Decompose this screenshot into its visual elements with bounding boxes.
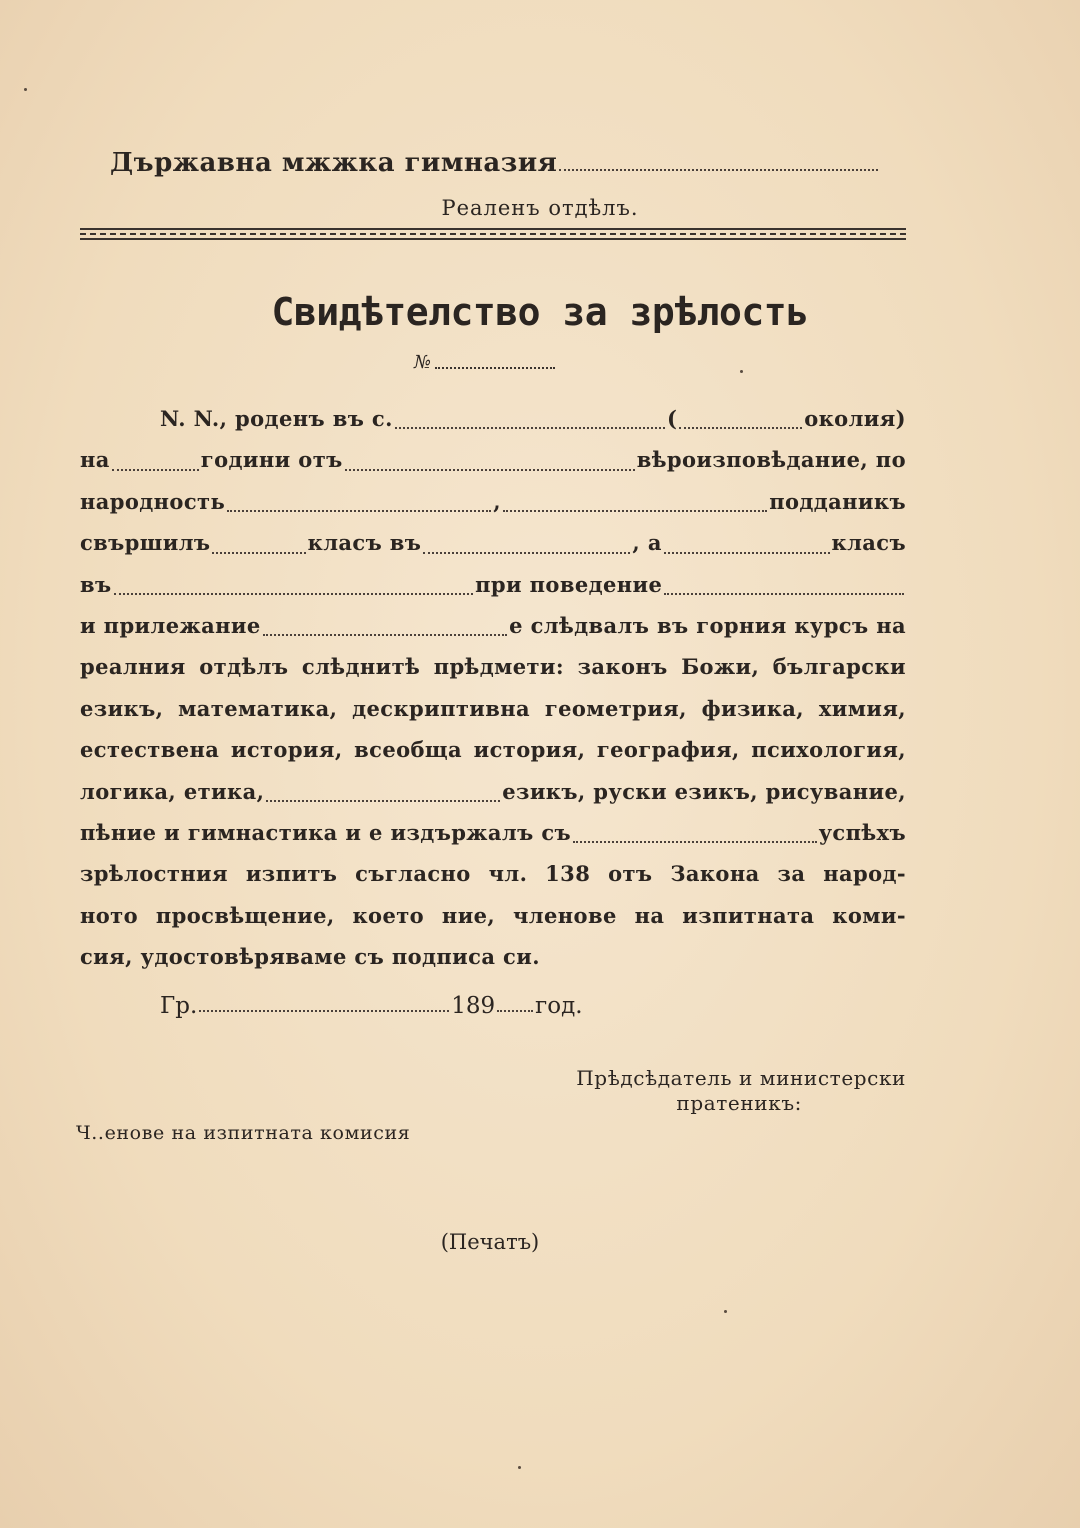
section-name: Реаленъ отдѣлъ. xyxy=(441,196,639,220)
text: успѣхъ xyxy=(818,819,906,845)
city-label: Гр. xyxy=(160,993,198,1019)
year-field xyxy=(497,1010,533,1012)
paper-speck xyxy=(518,1466,521,1469)
birthplace-field xyxy=(395,427,665,429)
body-line-12: зрѣлостния изпитъ съгласно чл. 138 отъ Закона за народ- xyxy=(80,861,906,887)
committee-members: Ч..енове на изпитната комисия xyxy=(76,1122,411,1144)
paper-speck xyxy=(740,370,743,373)
body-line-1 xyxy=(80,398,906,439)
age-field xyxy=(112,469,199,471)
text: вѣроизповѣдание, по xyxy=(636,447,906,473)
conduct-field xyxy=(664,593,904,595)
text: на xyxy=(80,447,110,473)
text: народность xyxy=(80,488,226,514)
number-field xyxy=(435,367,555,369)
language-field xyxy=(266,800,500,802)
body-line-13: ното просвѣщение, което ние, членове на изпитната коми- xyxy=(80,902,906,928)
body-line-5 xyxy=(80,564,906,605)
body-line-7: реалния отдѣлъ слѣднитѣ прѣдмети: законъ Божи, български xyxy=(80,654,906,680)
year-prefix: 189 xyxy=(451,993,496,1019)
certificate-body xyxy=(80,398,906,977)
school-name-field xyxy=(559,169,878,171)
chairman-title-2: пратеникъ: xyxy=(676,1091,802,1115)
text: подданикъ xyxy=(769,488,906,514)
text: околия) xyxy=(804,405,906,431)
text: е слѣдвалъ въ горния курсъ на xyxy=(509,612,906,638)
text: класъ въ xyxy=(307,530,422,556)
text: свършилъ xyxy=(80,530,211,556)
religion-field xyxy=(345,469,635,471)
text: , xyxy=(493,488,501,514)
text: N. N., роденъ въ с. xyxy=(160,405,393,431)
diligence-field xyxy=(263,634,508,636)
school-name-line xyxy=(110,148,880,178)
text: , а xyxy=(632,530,662,556)
number-label: № xyxy=(414,352,432,373)
document-title: Свидѣтелство за зрѣлость xyxy=(271,290,809,334)
year-label: год. xyxy=(535,993,583,1019)
text: въ xyxy=(80,571,112,597)
header-rule xyxy=(80,228,906,240)
certificate-number xyxy=(414,352,555,373)
text: и прилежание xyxy=(80,612,261,638)
text: при поведение xyxy=(475,571,663,597)
school-field-2 xyxy=(114,593,474,595)
body-line-4 xyxy=(80,522,906,563)
city-field xyxy=(199,1010,449,1012)
nationality-field xyxy=(227,510,491,512)
text: пѣние и гимнастика и е издържалъ съ xyxy=(80,819,572,845)
body-line-14: сия, удостовѣряваме съ подписа си. xyxy=(80,944,540,970)
text: години отъ xyxy=(200,447,343,473)
citizenship-field xyxy=(503,510,767,512)
paper-speck xyxy=(724,1310,727,1313)
school-field xyxy=(423,552,630,554)
date-line xyxy=(160,993,583,1019)
chairman-signature xyxy=(540,1066,906,1116)
text: логика, етика, xyxy=(80,778,265,804)
grade-field xyxy=(573,841,817,843)
school-name: Държавна мжжка гимназия xyxy=(110,148,558,178)
body-line-10 xyxy=(80,771,906,812)
text: класъ xyxy=(831,530,906,556)
body-line-6 xyxy=(80,605,906,646)
body-line-3 xyxy=(80,481,906,522)
text: езикъ, руски езикъ, рисувание, xyxy=(502,778,906,804)
seal-label: (Печатъ) xyxy=(440,1230,540,1254)
district-field xyxy=(679,427,802,429)
body-line-2 xyxy=(80,439,906,480)
text: ( xyxy=(667,405,678,431)
body-line-11 xyxy=(80,812,906,853)
body-line-8: езикъ, математика, дескриптивна геометрия, физика, химия, xyxy=(80,695,906,721)
body-line-9: естествена история, всеобща история, география, психология, xyxy=(80,737,906,763)
chairman-title: Прѣдсѣдатель и министерски xyxy=(576,1066,906,1090)
class-field-2 xyxy=(664,552,830,554)
class-field xyxy=(212,552,305,554)
paper-speck xyxy=(24,88,27,91)
